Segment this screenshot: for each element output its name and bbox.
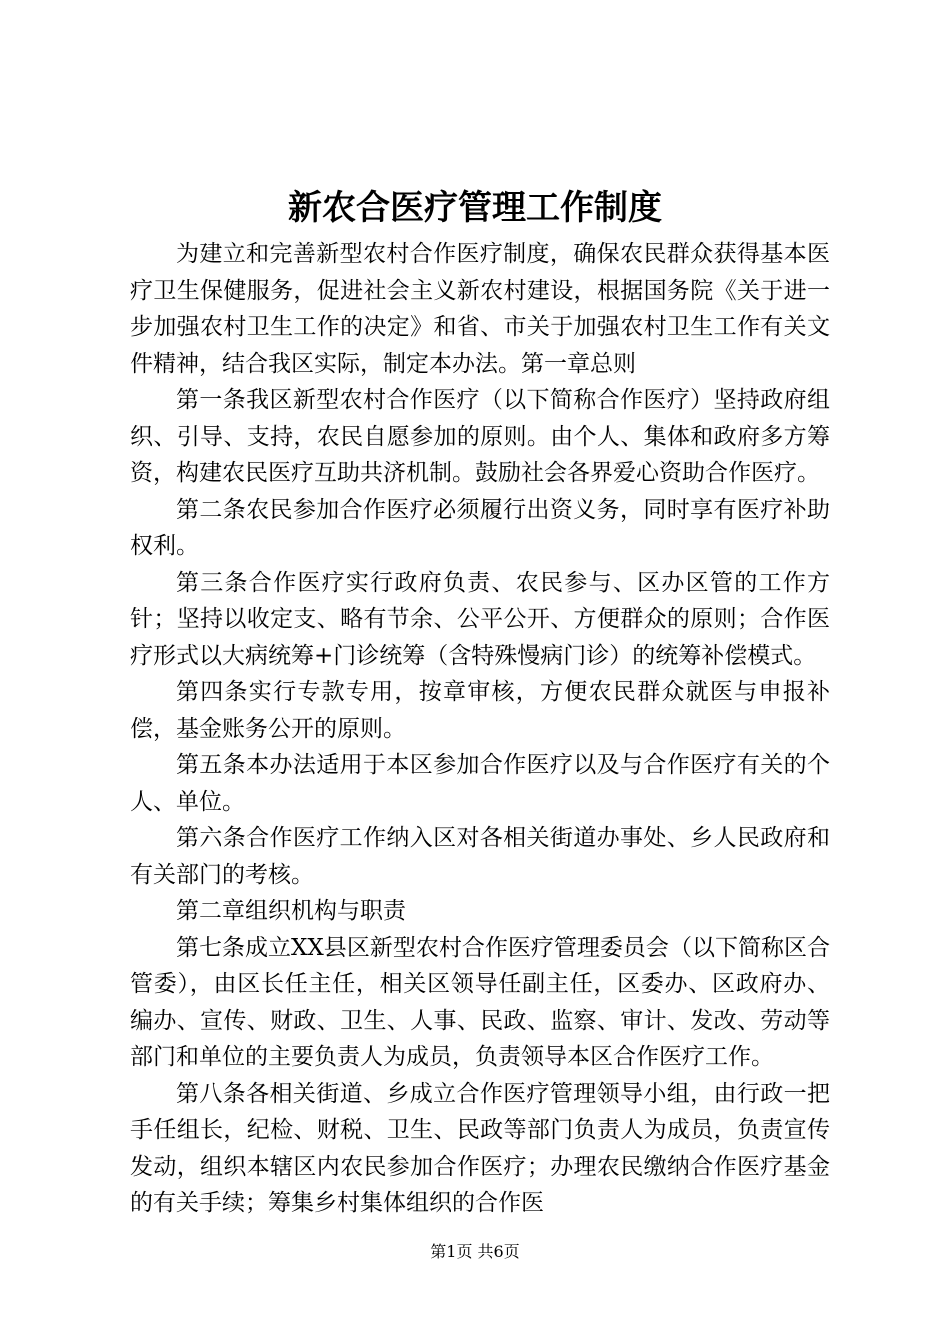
paragraph-article-4: 第四条实行专款专用，按章审核，方便农民群众就医与申报补偿，基金账务公开的原则。: [130, 679, 830, 742]
paragraph-article-2: 第二条农民参加合作医疗必须履行出资义务，同时享有医疗补助权利。: [130, 496, 830, 559]
paragraph-article-5: 第五条本办法适用于本区参加合作医疗以及与合作医疗有关的个人、单位。: [130, 752, 830, 815]
page-footer: 第1页 共6页: [430, 1242, 520, 1261]
document-title: 新农合医疗管理工作制度: [288, 188, 662, 228]
paragraph-article-7: 第七条成立XX县区新型农村合作医疗管理委员会（以下简称区合管委），由区长任主任，相关区领导任副主任，区委办、区政府办、编办、宣传、财政、卫生、人事、民政、监察、审计、发改、劳动等部门和单位的主要负责人为成员，负责领导本区合作医疗工作。: [130, 934, 830, 1070]
chapter-2-heading: 第二章组织机构与职责: [176, 898, 406, 924]
paragraph-article-3: 第三条合作医疗实行政府负责、农民参与、区办区管的工作方针；坚持以收定支、略有节余、公平公开、方便群众的原则；合作医疗形式以大病统筹+门诊统筹（含特殊慢病门诊）的统筹补偿模式。: [130, 569, 830, 669]
paragraph-article-6: 第六条合作医疗工作纳入区对各相关街道办事处、乡人民政府和有关部门的考核。: [130, 825, 830, 888]
paragraph-article-1: 第一条我区新型农村合作医疗（以下简称合作医疗）坚持政府组织、引导、支持，农民自愿参加的原则。由个人、集体和政府多方筹资，构建农民医疗互助共济机制。鼓励社会各界爱心资助合作医疗。: [130, 387, 830, 486]
paragraph-intro: 为建立和完善新型农村合作医疗制度，确保农民群众获得基本医疗卫生保健服务，促进社会主义新农村建设，根据国务院《关于进一步加强农村卫生工作的决定》和省、市关于加强农村卫生工作有关文件精神，结合我区实际，制定本办法。第一章总则: [130, 241, 830, 377]
paragraph-article-8: 第八条各相关街道、乡成立合作医疗管理领导小组，由行政一把手任组长，纪检、财税、卫生、民政等部门负责人为成员，负责宣传发动，组织本辖区内农民参加合作医疗；办理农民缴纳合作医疗基金的有关手续；筹集乡村集体组织的合作医: [130, 1080, 830, 1216]
document-body: [130, 236, 830, 1222]
